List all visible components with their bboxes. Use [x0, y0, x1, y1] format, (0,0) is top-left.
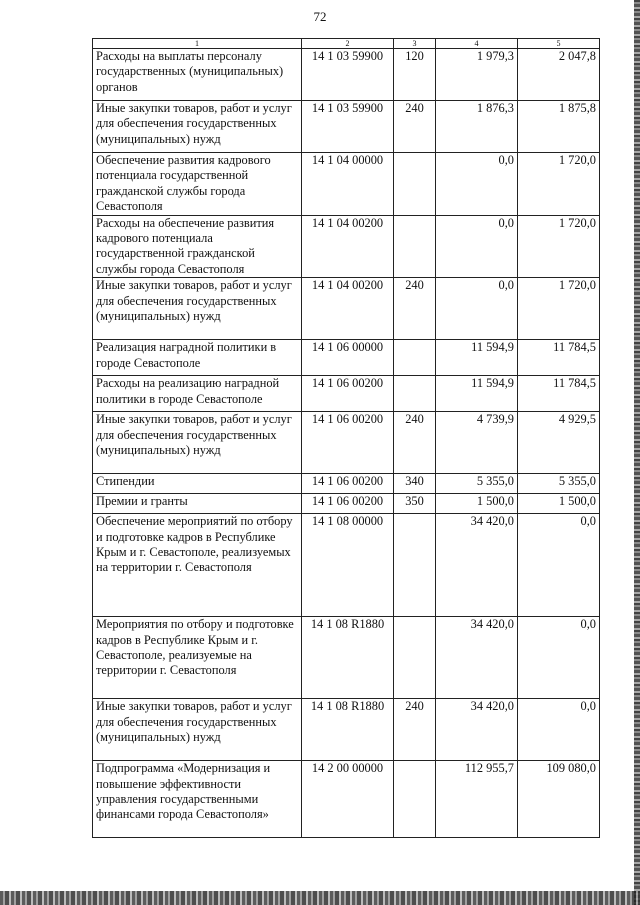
row-name: Иные закупки товаров, работ и услуг для обеспечения государственных (муниципальных) нужд: [93, 101, 302, 153]
row-kvr: [394, 153, 436, 216]
row-code: 14 1 04 00200: [302, 278, 394, 340]
row-value-2: 11 784,5: [518, 340, 600, 376]
row-kvr: [394, 340, 436, 376]
row-value-2: 1 875,8: [518, 101, 600, 153]
row-code: 14 1 03 59900: [302, 49, 394, 101]
row-value-1: 5 355,0: [436, 474, 518, 494]
row-value-1: 1 979,3: [436, 49, 518, 101]
table-row: [93, 376, 600, 412]
header-col-4: 4: [436, 39, 518, 49]
row-code: 14 1 08 R1880: [302, 617, 394, 699]
table-body: [93, 49, 600, 838]
row-kvr: 240: [394, 699, 436, 761]
table-row: [93, 215, 600, 278]
row-kvr: [394, 761, 436, 838]
budget-table: [92, 38, 600, 838]
row-kvr: 120: [394, 49, 436, 101]
header-row: [93, 39, 600, 49]
header-col-2: 2: [302, 39, 394, 49]
row-value-2: 0,0: [518, 699, 600, 761]
row-value-2: 5 355,0: [518, 474, 600, 494]
row-value-1: 1 500,0: [436, 494, 518, 514]
row-value-2: 1 720,0: [518, 153, 600, 216]
row-value-2: 2 047,8: [518, 49, 600, 101]
scan-edge-bottom: [0, 891, 640, 905]
row-code: 14 1 03 59900: [302, 101, 394, 153]
row-name: Стипендии: [93, 474, 302, 494]
row-value-1: 11 594,9: [436, 340, 518, 376]
table-row: [93, 474, 600, 494]
row-kvr: 240: [394, 412, 436, 474]
row-name: Реализация наградной политики в городе Севастополе: [93, 340, 302, 376]
row-kvr: 350: [394, 494, 436, 514]
row-value-2: 11 784,5: [518, 376, 600, 412]
row-value-1: 1 876,3: [436, 101, 518, 153]
row-name: Обеспечение мероприятий по отбору и подготовке кадров в Республике Крым и г. Севастополе, реализуемых на территории г. Севастополя: [93, 514, 302, 617]
row-kvr: [394, 514, 436, 617]
row-value-2: 109 080,0: [518, 761, 600, 838]
table-row: [93, 278, 600, 340]
row-name: Расходы на реализацию наградной политики в городе Севастополе: [93, 376, 302, 412]
table-row: [93, 617, 600, 699]
header-col-5: 5: [518, 39, 600, 49]
page-number: 72: [313, 9, 327, 24]
row-value-1: 0,0: [436, 215, 518, 278]
row-value-2: 0,0: [518, 514, 600, 617]
row-code: 14 1 06 00200: [302, 494, 394, 514]
row-name: Подпрограмма «Модернизация и повышение эффективности управления государственными финансами города Севастополя»: [93, 761, 302, 838]
row-code: 14 2 00 00000: [302, 761, 394, 838]
row-value-2: 1 500,0: [518, 494, 600, 514]
row-value-1: 0,0: [436, 153, 518, 216]
row-value-1: 34 420,0: [436, 617, 518, 699]
table-row: [93, 699, 600, 761]
row-value-2: 0,0: [518, 617, 600, 699]
header-col-3: 3: [394, 39, 436, 49]
row-value-2: 1 720,0: [518, 215, 600, 278]
row-name: Премии и гранты: [93, 494, 302, 514]
row-code: 14 1 06 00000: [302, 340, 394, 376]
row-value-2: 1 720,0: [518, 278, 600, 340]
row-value-1: 34 420,0: [436, 699, 518, 761]
row-value-1: 34 420,0: [436, 514, 518, 617]
table-header: [93, 39, 600, 49]
row-value-1: 4 739,9: [436, 412, 518, 474]
row-name: Обеспечение развития кадрового потенциала государственной гражданской службы города Севастополя: [93, 153, 302, 216]
scan-edge-right: [634, 0, 640, 905]
row-name: Мероприятия по отбору и подготовке кадров в Республике Крым и г. Севастополе, реализуемые на территории г. Севастополя: [93, 617, 302, 699]
row-kvr: [394, 215, 436, 278]
header-col-1: 1: [93, 39, 302, 49]
row-code: 14 1 06 00200: [302, 376, 394, 412]
row-kvr: 340: [394, 474, 436, 494]
row-name: Расходы на обеспечение развития кадрового потенциала государственной гражданской службы города Севастополя: [93, 215, 302, 278]
row-kvr: [394, 376, 436, 412]
table-row: [93, 340, 600, 376]
row-name: Иные закупки товаров, работ и услуг для обеспечения государственных (муниципальных) нужд: [93, 278, 302, 340]
row-code: 14 1 06 00200: [302, 474, 394, 494]
row-code: 14 1 08 R1880: [302, 699, 394, 761]
row-code: 14 1 04 00000: [302, 153, 394, 216]
table-row: [93, 101, 600, 153]
row-code: 14 1 06 00200: [302, 412, 394, 474]
row-code: 14 1 08 00000: [302, 514, 394, 617]
table-row: [93, 494, 600, 514]
table-row: [93, 761, 600, 838]
row-kvr: 240: [394, 101, 436, 153]
row-value-1: 0,0: [436, 278, 518, 340]
row-code: 14 1 04 00200: [302, 215, 394, 278]
table-row: [93, 49, 600, 101]
row-kvr: [394, 617, 436, 699]
table-row: [93, 412, 600, 474]
table-row: [93, 153, 600, 216]
row-name: Расходы на выплаты персоналу государственных (муниципальных) органов: [93, 49, 302, 101]
row-value-2: 4 929,5: [518, 412, 600, 474]
row-value-1: 112 955,7: [436, 761, 518, 838]
row-value-1: 11 594,9: [436, 376, 518, 412]
table-row: [93, 514, 600, 617]
row-kvr: 240: [394, 278, 436, 340]
row-name: Иные закупки товаров, работ и услуг для обеспечения государственных (муниципальных) нужд: [93, 699, 302, 761]
row-name: Иные закупки товаров, работ и услуг для обеспечения государственных (муниципальных) нужд: [93, 412, 302, 474]
